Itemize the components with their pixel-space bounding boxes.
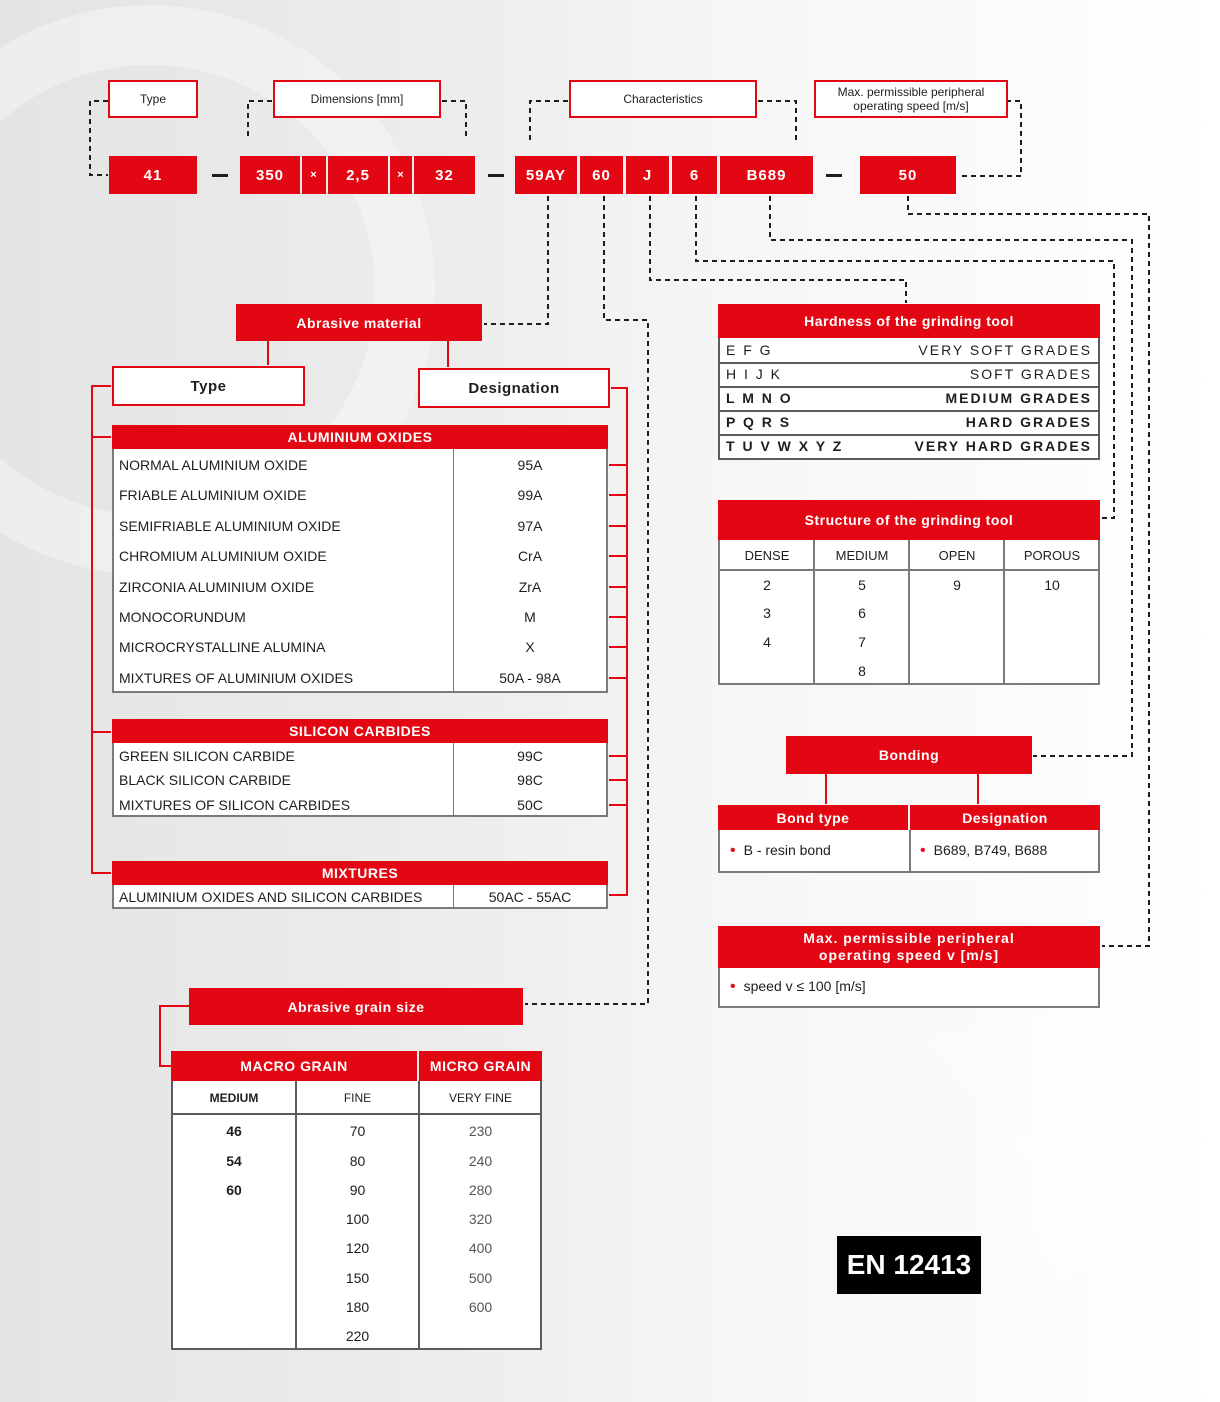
abrasive-material-title: Abrasive material: [236, 304, 482, 341]
structure-value: 2: [763, 577, 771, 593]
code-label-max-speed: Max. permissible peripheral operating speed [m/s]: [814, 80, 1008, 118]
structure-value: 10: [1044, 577, 1060, 593]
structure-value: 3: [763, 605, 771, 621]
code-abrasive: 59AY: [515, 156, 577, 194]
mixtures-table: ALUMINIUM OXIDES AND SILICON CARBIDES 50AC - 55AC: [112, 885, 608, 909]
code-label-characteristics: Characteristics: [569, 80, 757, 118]
grain-value: 120: [345, 1240, 370, 1256]
group-title-silicon-carbides: SILICON CARBIDES: [112, 719, 608, 743]
code-separator: [212, 174, 228, 177]
structure-value: 6: [858, 605, 866, 621]
col-header: OPEN: [938, 548, 976, 563]
macro-grain-label: MACRO GRAIN: [171, 1051, 417, 1081]
col-header: MEDIUM: [209, 1091, 259, 1105]
structure-value: 7: [858, 634, 866, 650]
bond-type-label: Bond type: [718, 805, 908, 830]
bond-type-value: • B - resin bond: [730, 842, 831, 860]
grain-value: 240: [468, 1153, 493, 1169]
code-grain: 60: [580, 156, 623, 194]
grain-value: 280: [468, 1182, 493, 1198]
code-times-2: ×: [390, 156, 412, 194]
col-header: VERY FINE: [449, 1091, 512, 1105]
code-label-dimensions: Dimensions [mm]: [273, 80, 441, 118]
code-times-1: ×: [302, 156, 326, 194]
abrasive-designation-label: Designation: [418, 368, 610, 408]
standard-badge: EN 12413: [837, 1236, 981, 1294]
bond-designation-label: Designation: [910, 805, 1100, 830]
code-dim-2: 2,5: [328, 156, 388, 194]
col-header: FINE: [343, 1091, 372, 1105]
code-separator: [826, 174, 842, 177]
micro-grain-label: MICRO GRAIN: [419, 1051, 542, 1081]
grain-value: 80: [349, 1153, 366, 1169]
abrasive-type-label: Type: [112, 366, 305, 406]
hardness-title: Hardness of the grinding tool: [718, 304, 1100, 338]
code-type: 41: [109, 156, 197, 194]
code-hardness: J: [626, 156, 669, 194]
table-row: H I J K SOFT GRADES: [720, 362, 1098, 388]
code-label-type: Type: [108, 80, 198, 118]
hardness-table: [718, 338, 1100, 460]
grain-size-title: Abrasive grain size: [189, 988, 523, 1025]
grain-value: 180: [345, 1299, 370, 1315]
code-bond: B689: [720, 156, 813, 194]
grain-value: 220: [345, 1328, 370, 1344]
grain-value: 90: [349, 1182, 366, 1198]
table-row: P Q R S HARD GRADES: [720, 410, 1098, 436]
col-header: POROUS: [1023, 548, 1081, 563]
speed-title: Max. permissible peripheral operating speed v [m/s]: [718, 926, 1100, 968]
silicon-carbides-table: GREEN SILICON CARBIDE 99C BLACK SILICON CARBIDE 98C MIXTURES OF SILICON CARBIDES 50C: [112, 743, 608, 817]
speed-value: • speed v ≤ 100 [m/s]: [730, 978, 866, 996]
grain-value: 500: [468, 1270, 493, 1286]
bonding-table: [718, 830, 1100, 873]
grain-value: 230: [468, 1123, 493, 1139]
structure-value: 8: [858, 663, 866, 679]
code-separator: [488, 174, 504, 177]
grain-value: 60: [226, 1182, 242, 1198]
col-header: DENSE: [744, 548, 790, 563]
structure-table: [718, 540, 1100, 685]
grain-value: 320: [468, 1211, 493, 1227]
table-row: T U V W X Y Z VERY HARD GRADES: [726, 438, 1092, 454]
grain-size-table: [171, 1081, 542, 1350]
speed-table: [718, 968, 1100, 1008]
grain-value: 400: [468, 1240, 493, 1256]
structure-value: 9: [953, 577, 961, 593]
structure-value: 4: [763, 634, 771, 650]
grain-value: 100: [345, 1211, 370, 1227]
group-title-mixtures: MIXTURES: [112, 861, 608, 885]
code-speed: 50: [860, 156, 956, 194]
structure-title: Structure of the grinding tool: [718, 500, 1100, 540]
table-row: E F G VERY SOFT GRADES: [720, 338, 1098, 364]
bond-designation-value: • B689, B749, B688: [920, 842, 1047, 860]
structure-value: 5: [858, 577, 866, 593]
table-row: L M N O MEDIUM GRADES: [720, 386, 1098, 412]
grain-value: 600: [468, 1299, 493, 1315]
grain-value: 54: [226, 1153, 242, 1169]
grain-value: 70: [349, 1123, 366, 1139]
code-dim-1: 350: [240, 156, 300, 194]
bonding-title: Bonding: [786, 736, 1032, 774]
grain-value: 46: [226, 1123, 242, 1139]
grain-value: 150: [345, 1270, 370, 1286]
col-header: MEDIUM: [835, 548, 889, 563]
aluminium-oxides-table: NORMAL ALUMINIUM OXIDE 95A FRIABLE ALUMINIUM OXIDE 99A SEMIFRIABLE ALUMINIUM OXIDE 97A CHROMIUM ALUMINIUM OXIDE CrA ZIRCONIA ALUMINIUM OXIDE ZrA MONOCORUNDUM M MICROCRYSTALLINE ALUMINA X MIXTURES OF ALUMINIUM OXIDES 50A - 98A: [112, 449, 608, 693]
group-title-aluminium-oxides: ALUMINIUM OXIDES: [112, 425, 608, 449]
code-dim-3: 32: [414, 156, 475, 194]
code-structure: 6: [672, 156, 717, 194]
